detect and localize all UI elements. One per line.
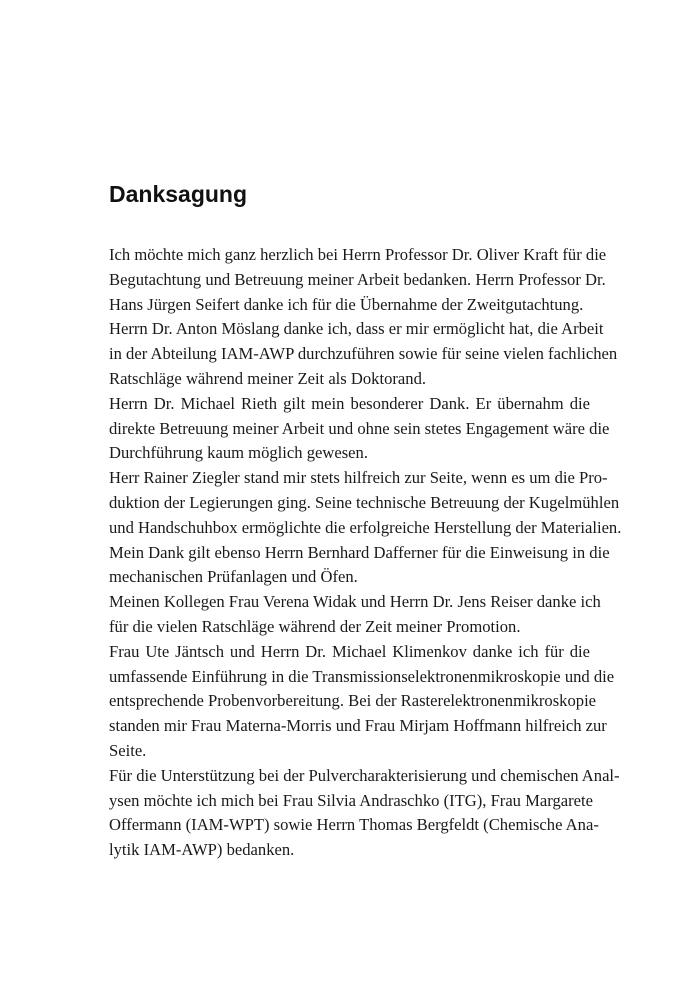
text-line: mechanischen Prüfanlagen und Öfen.: [109, 567, 358, 587]
text-line: Herrn Dr. Michael Rieth gilt mein besonderer Dank. Er übernahm die: [109, 393, 590, 413]
text-line: ysen möchte ich mich bei Frau Silvia Andraschko (ITG), Frau Margarete: [109, 790, 594, 810]
text-line: für die vielen Ratschläge während der Zeit meiner Promotion.: [109, 616, 521, 636]
text-line: Ich möchte mich ganz herzlich bei Herrn Professor Dr. Oliver Kraft für die: [109, 245, 607, 264]
text-line: Offermann (IAM-WPT) sowie Herrn Thomas Bergfeldt (Chemische Ana-: [109, 815, 599, 835]
text-line: entsprechende Probenvorbereitung. Bei der Rasterelektronenmikroskopie: [109, 691, 597, 711]
text-line: Herr Rainer Ziegler stand mir stets hilfreich zur Seite, wenn es um die Pro-: [109, 468, 608, 488]
page-title: Danksagung: [109, 181, 248, 207]
text-line: duktion der Legierungen ging. Seine technische Betreuung der Kugelmühlen: [109, 492, 620, 512]
text-line: Seite.: [109, 740, 147, 760]
text-line: Herrn Dr. Anton Möslang danke ich, dass er mir ermöglicht hat, die Arbeit: [109, 319, 604, 339]
acknowledgement-text: [109, 243, 622, 863]
text-line: Ratschläge während meiner Zeit als Doktorand.: [109, 368, 427, 388]
text-line: Für die Unterstützung bei der Pulvercharakterisierung und chemischen Anal-: [109, 765, 620, 785]
text-line: Frau Ute Jäntsch und Herrn Dr. Michael Klimenkov danke ich für die: [109, 641, 590, 661]
text-line: Durchführung kaum möglich gewesen.: [109, 443, 368, 463]
text-line: umfassende Einführung in die Transmissionselektronenmikroskopie und die: [109, 666, 615, 686]
text-line: und Handschuhbox ermöglichte die erfolgreiche Herstellung der Materialien.: [109, 517, 622, 537]
text-line: standen mir Frau Materna-Morris und Frau Mirjam Hoffmann hilfreich zur: [109, 716, 607, 736]
text-line: Mein Dank gilt ebenso Herrn Bernhard Dafferner für die Einweisung in die: [109, 542, 610, 562]
text-line: Hans Jürgen Seifert danke ich für die Übernahme der Zweitgutachtung.: [109, 294, 584, 314]
text-line: direkte Betreuung meiner Arbeit und ohne sein stetes Engagement wäre die: [109, 418, 610, 438]
text-line: in der Abteilung IAM-AWP durchzuführen sowie für seine vielen fachlichen: [109, 344, 618, 364]
text-line: Begutachtung und Betreuung meiner Arbeit bedanken. Herrn Professor Dr.: [109, 269, 606, 289]
text-line: lytik IAM-AWP) bedanken.: [109, 840, 295, 860]
text-line: Meinen Kollegen Frau Verena Widak und Herrn Dr. Jens Reiser danke ich: [109, 592, 601, 612]
